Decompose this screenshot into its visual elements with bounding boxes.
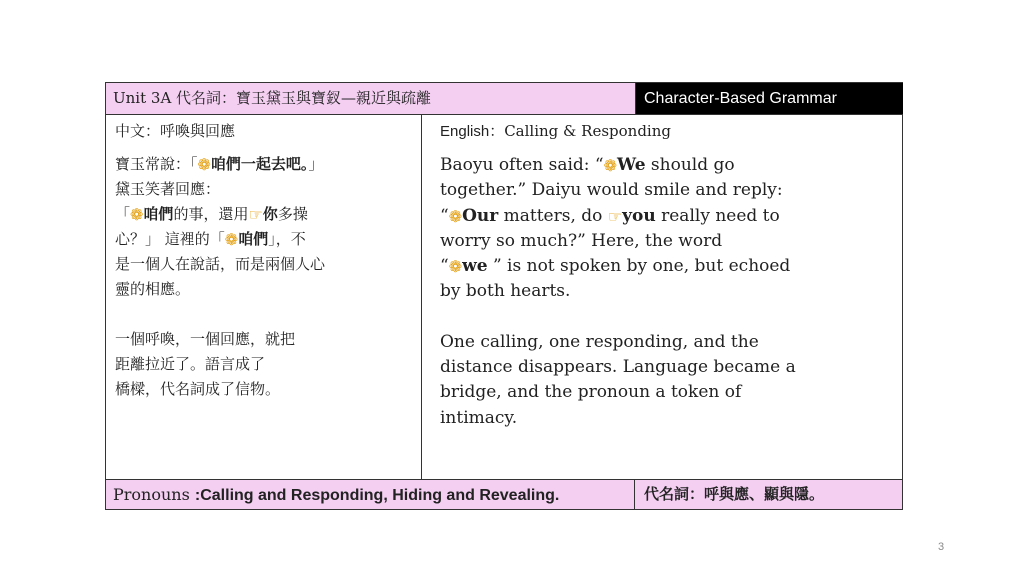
en-text: should go: [645, 155, 735, 175]
page-number: 3: [938, 541, 945, 553]
en-line: [440, 153, 903, 178]
zh-highlight: 咱們: [238, 230, 269, 248]
card-footer: [106, 480, 902, 509]
en-line: One calling, one responding, and the: [440, 331, 759, 352]
zh-line: 是一個人在說話，而是兩個人心: [115, 255, 326, 273]
english-paragraph-2: [440, 330, 903, 431]
two-hearts-icon: ❁: [448, 257, 463, 277]
english-heading-text: Calling & Responding: [504, 122, 671, 140]
en-line: intimacy.: [440, 407, 518, 428]
zh-text: 寶玉常說：「: [115, 155, 198, 173]
footer-label: Pronouns: [113, 485, 195, 504]
zh-line: [115, 152, 421, 177]
two-hearts-icon: ❁: [448, 206, 463, 226]
zh-line: 一個呼喚，一個回應，就把: [115, 330, 296, 348]
zh-text: 」: [308, 155, 324, 173]
category-tag: Character-Based Grammar: [636, 83, 903, 114]
en-line: [440, 204, 903, 229]
en-line: worry so much?” Here, the word: [440, 230, 723, 251]
two-hearts-icon: ❁: [130, 205, 144, 224]
chinese-paragraph-2: [115, 327, 421, 402]
en-text: matters, do: [498, 205, 608, 226]
two-hearts-icon: ❁: [197, 155, 211, 174]
english-heading-label: English：: [440, 123, 505, 140]
en-highlight: you: [622, 205, 656, 226]
en-highlight: we: [462, 256, 488, 277]
english-paragraph-1: [440, 153, 903, 305]
en-text: “: [440, 256, 449, 277]
grammar-card: [105, 82, 903, 510]
en-line: by both hearts.: [440, 281, 571, 302]
zh-line: 橋樑，代名詞成了信物。: [115, 380, 281, 398]
en-highlight: Our: [462, 205, 499, 226]
english-column: [422, 115, 903, 479]
pointing-hand-icon: ☞: [607, 206, 623, 226]
en-text: really need to: [655, 205, 780, 226]
zh-line: 黛玉笑著回應：: [115, 180, 221, 198]
zh-line: 距離拉近了。語言成了: [115, 355, 266, 373]
zh-text: 」，不: [268, 230, 306, 248]
en-highlight: We: [617, 155, 646, 175]
chinese-heading: 中文：呼喚與回應: [115, 122, 236, 140]
en-text: ” is not spoken by one, but echoed: [487, 256, 791, 277]
card-body: [106, 115, 902, 480]
english-heading: [440, 120, 903, 143]
zh-line: [115, 227, 421, 252]
zh-text: 的事，還用: [173, 205, 249, 223]
en-line: distance disappears. Language became a: [440, 357, 796, 378]
two-hearts-icon: ❁: [224, 230, 239, 249]
zh-highlight: 咱們: [143, 205, 174, 223]
footer-english: [106, 480, 635, 509]
footer-summary: :Calling and Responding, Hiding and Revealing.: [194, 487, 560, 504]
zh-highlight: 你: [262, 205, 278, 223]
footer-chinese: 代名詞：呼與應、顯與隱。: [635, 480, 902, 509]
pointing-hand-icon: ☞: [248, 205, 263, 224]
en-line: bridge, and the pronoun a token of: [440, 382, 742, 403]
zh-line: [115, 202, 421, 227]
en-line: [440, 254, 903, 279]
card-header: [106, 83, 902, 115]
en-line: together.” Daiyu would smile and reply:: [440, 180, 783, 201]
chinese-paragraph-1: [115, 152, 421, 302]
unit-title: Unit 3A 代名詞：寶玉黛玉與寶釵—親近與疏離: [106, 83, 636, 114]
en-text: “: [440, 205, 449, 226]
zh-highlight: 咱們一起去吧。: [210, 155, 309, 173]
zh-line: 靈的相應。: [115, 280, 191, 298]
zh-text: 心？」 這裡的「: [115, 230, 225, 248]
en-text: Baoyu often said: “: [440, 155, 604, 175]
two-hearts-icon: ❁: [603, 156, 617, 175]
zh-text: 多操: [277, 205, 308, 223]
chinese-column: [106, 115, 422, 479]
zh-text: 「: [115, 205, 131, 223]
